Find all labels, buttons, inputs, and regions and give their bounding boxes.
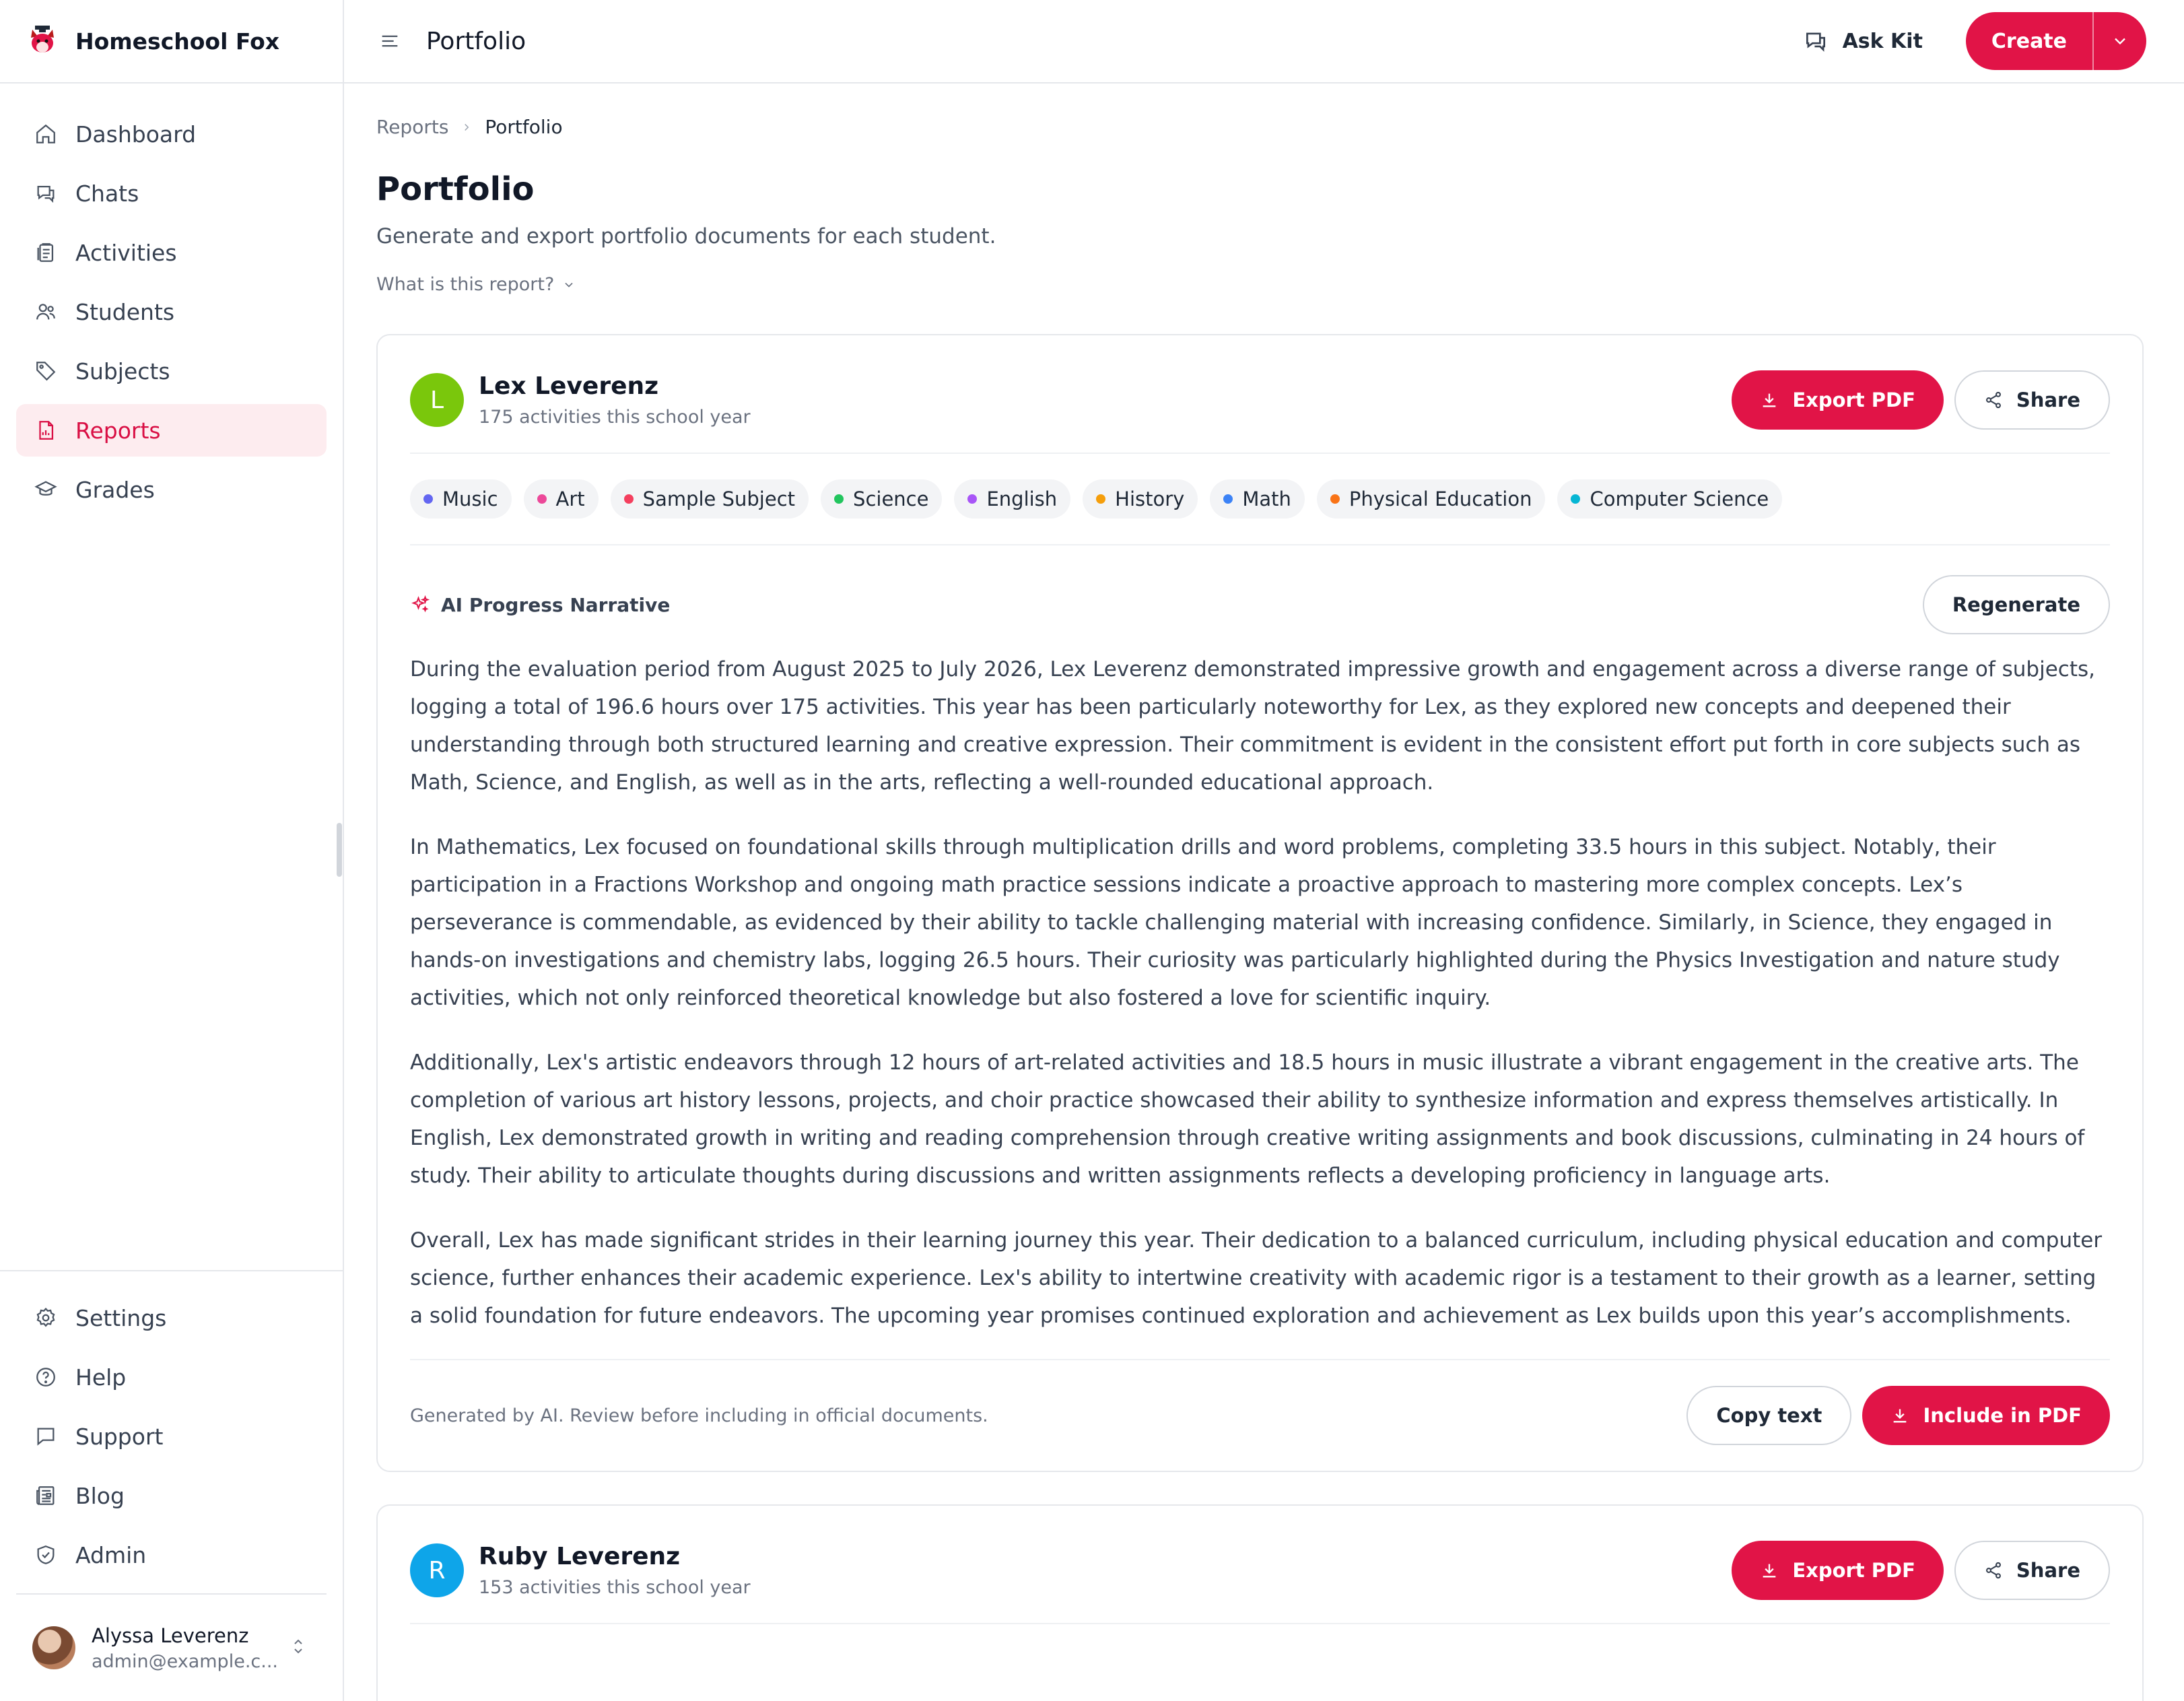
avatar: [32, 1626, 75, 1669]
chevron-down-icon: [2111, 32, 2129, 51]
student-activity-count: 175 activities this school year: [479, 407, 751, 428]
divider: [410, 544, 2110, 545]
student-meta: [479, 372, 1732, 428]
sidebar-resize-handle[interactable]: [337, 823, 342, 877]
subject-tag[interactable]: [611, 479, 809, 519]
support-icon: [32, 1423, 59, 1450]
subject-tag-label: English: [986, 488, 1058, 510]
user-menu[interactable]: [16, 1593, 327, 1701]
brand[interactable]: [0, 0, 343, 84]
report-info-label: What is this report?: [376, 274, 555, 295]
subject-tag-label: Sample Subject: [642, 488, 796, 510]
subject-tag[interactable]: [821, 479, 942, 519]
subject-color-dot: [537, 494, 547, 504]
ask-kit-button[interactable]: [1802, 28, 1923, 55]
regenerate-button[interactable]: Regenerate: [1923, 575, 2110, 634]
sidebar-item-label: Blog: [75, 1482, 125, 1509]
student-meta: [479, 1543, 1732, 1598]
newspaper-icon: [32, 1482, 59, 1509]
subject-color-dot: [967, 494, 977, 504]
sidebar-item-label: Grades: [75, 476, 155, 503]
share-button[interactable]: [1954, 370, 2110, 430]
sidebar-item-students[interactable]: [16, 286, 327, 338]
subject-color-dot: [624, 494, 634, 504]
student-card-header: [410, 368, 2110, 432]
sidebar-item-support[interactable]: [16, 1410, 327, 1463]
create-button-group: [1966, 12, 2146, 70]
secondary-nav: [0, 1270, 343, 1588]
app-name: Homeschool Fox: [75, 28, 280, 55]
sidebar-item-chats[interactable]: [16, 167, 327, 220]
primary-nav: [0, 84, 343, 516]
export-pdf-button[interactable]: [1732, 370, 1944, 430]
sidebar-item-label: Subjects: [75, 358, 170, 385]
include-in-pdf-button[interactable]: [1862, 1386, 2110, 1445]
sidebar-item-dashboard[interactable]: [16, 108, 327, 160]
subject-tag[interactable]: [1557, 479, 1782, 519]
subject-tag[interactable]: [1083, 479, 1198, 519]
report-info-toggle[interactable]: [376, 274, 2144, 295]
student-avatar: R: [410, 1543, 464, 1597]
export-pdf-label: Export PDF: [1792, 1559, 1915, 1582]
student-activity-count: 153 activities this school year: [479, 1577, 751, 1598]
subject-color-dot: [1330, 494, 1340, 504]
sidebar: [0, 0, 344, 1701]
sidebar-item-label: Dashboard: [75, 121, 197, 147]
breadcrumb: [376, 116, 2144, 138]
student-card-header: [410, 1538, 2110, 1603]
narrative-paragraph: Overall, Lex has made significant strides in their learning journey this year. Their dedication to a balanced curriculum, including physical education and computer science, further enhances their academic experience. Lex's ability to intertwine creativity with academic rigor is a testament to their growth as a learner, setting a solid foundation for future endeavors. The upcoming year promises continued exploration and achievement as Lex builds upon this year’s accomplishments.: [410, 1228, 2103, 1328]
ask-kit-label: Ask Kit: [1842, 29, 1923, 53]
narrative-paragraph: Additionally, Lex's artistic endeavors through 12 hours of art-related activities and 18.5 hours in music illustrate a vibrant engagement in the creative arts. The completion of various art history lessons, projects, and choir practice showcased their ability to synthesize information and express themselves artistically. In English, Lex demonstrated growth in writing and reading comprehension through creative writing assignments and book discussions, culminating in 24 hours of study. Their ability to articulate thoughts during discussions and written assignments reflects a developing proficiency in language arts.: [410, 1050, 2085, 1188]
sidebar-item-admin[interactable]: [16, 1529, 327, 1581]
sidebar-item-help[interactable]: [16, 1351, 327, 1403]
subject-color-dot: [423, 494, 433, 504]
subject-tag-label: Science: [853, 488, 929, 510]
copy-text-button[interactable]: Copy text: [1686, 1386, 1851, 1445]
ai-disclaimer: Generated by AI. Review before including in official documents.: [410, 1405, 988, 1426]
download-icon: [1760, 391, 1779, 409]
subject-color-dot: [1096, 494, 1105, 504]
share-icon: [1984, 1561, 2003, 1580]
gear-icon: [32, 1304, 59, 1331]
student-card: [376, 1504, 2144, 1701]
graduation-cap-icon: [32, 476, 59, 503]
student-card: [376, 334, 2144, 1472]
export-pdf-label: Export PDF: [1792, 389, 1915, 411]
share-button[interactable]: [1954, 1541, 2110, 1600]
divider: [410, 1623, 2110, 1624]
sidebar-item-label: Reports: [75, 417, 161, 444]
export-pdf-button[interactable]: [1732, 1541, 1944, 1600]
content: [344, 84, 2184, 1701]
subject-tag-label: Math: [1242, 488, 1291, 510]
include-in-pdf-label: Include in PDF: [1923, 1404, 2082, 1427]
subject-color-dot: [834, 494, 844, 504]
narrative-paragraph: During the evaluation period from August 2025 to July 2026, Lex Leverenz demonstrated impressive growth and engagement across a diverse range of subjects, logging a total of 196.6 hours over 175 activities. This year has been particularly noteworthy for Lex, as they explored new concepts and deepened their understanding through both structured learning and creative expression. Their commitment is evident in the consistent effort put forth in core subjects such as Math, Science, and English, as well as in the arts, reflecting a well-rounded educational approach.: [410, 657, 2095, 795]
sidebar-item-reports[interactable]: [16, 404, 327, 457]
create-dropdown-button[interactable]: [2092, 12, 2146, 70]
subject-tag-label: Physical Education: [1349, 488, 1532, 510]
user-email: admin@example.c...: [92, 1650, 278, 1672]
help-icon: [32, 1364, 59, 1391]
chevron-up-down-icon: [290, 1636, 310, 1660]
narrative-header: [410, 572, 2110, 637]
subject-tag[interactable]: [524, 479, 599, 519]
menu-toggle-icon[interactable]: [376, 28, 403, 55]
sidebar-item-subjects[interactable]: [16, 345, 327, 397]
sidebar-item-label: Support: [75, 1423, 164, 1450]
main-area: [344, 0, 2184, 1701]
subject-tag-label: History: [1115, 488, 1185, 510]
subject-tag-label: Music: [442, 488, 498, 510]
sidebar-item-label: Students: [75, 298, 175, 325]
users-icon: [32, 298, 59, 325]
subject-tags: [410, 454, 2110, 544]
share-label: Share: [2016, 1559, 2080, 1582]
student-name: Lex Leverenz: [479, 372, 659, 400]
sparkles-icon: [410, 595, 430, 615]
subject-color-dot: [1571, 494, 1580, 504]
subject-tag[interactable]: [1317, 479, 1546, 519]
tag-icon: [32, 358, 59, 385]
student-name: Ruby Leverenz: [479, 1543, 681, 1570]
narrative-footer: [410, 1359, 2110, 1471]
sidebar-item-blog[interactable]: [16, 1469, 327, 1522]
subject-tag-label: Art: [555, 488, 585, 510]
fox-logo-icon: [26, 24, 59, 58]
home-icon: [32, 121, 59, 147]
share-label: Share: [2016, 389, 2080, 411]
shield-icon: [32, 1541, 59, 1568]
subject-color-dot: [1223, 494, 1233, 504]
report-icon: [32, 417, 59, 444]
chevron-right-icon: [460, 121, 473, 133]
student-avatar: L: [410, 373, 464, 427]
sidebar-item-activities[interactable]: [16, 226, 327, 279]
download-icon: [1890, 1406, 1909, 1425]
clipboard-icon: [32, 239, 59, 266]
narrative-text: [410, 651, 2110, 1335]
sidebar-item-label: Admin: [75, 1541, 147, 1568]
chevron-down-icon: [562, 278, 576, 292]
create-button[interactable]: Create: [1991, 29, 2067, 53]
page-subtitle: Generate and export portfolio documents for each student.: [376, 224, 996, 248]
sidebar-item-label: Activities: [75, 239, 177, 266]
narrative-title: [410, 594, 1923, 616]
user-info: [92, 1624, 290, 1672]
page-title: Portfolio: [376, 170, 535, 208]
narrative-paragraph: In Mathematics, Lex focused on foundational skills through multiplication drills and word problems, completing 33.5 hours in this subject. Notably, their participation in a Fractions Workshop and ongoing math practice sessions indicate a proactive approach to mastering more complex concepts. Lex’s perseverance is commendable, as evidenced by their ability to tackle challenging material with increasing confidence. Similarly, in Science, they engaged in hands-on investigations and chemistry labs, logging 26.5 hours. Their curiosity was particularly highlighted during the Physics Investigation and nature study activities, which not only reinforced theoretical knowledge but also fostered a love for scientific inquiry.: [410, 835, 2060, 1010]
sidebar-item-label: Settings: [75, 1304, 167, 1331]
subject-tag[interactable]: [410, 479, 512, 519]
chat-icon: [32, 180, 59, 207]
breadcrumb-current: Portfolio: [485, 116, 563, 138]
download-icon: [1760, 1561, 1779, 1580]
topbar: [344, 0, 2184, 84]
sidebar-item-settings[interactable]: [16, 1292, 327, 1344]
narrative-title-label: AI Progress Narrative: [441, 593, 671, 616]
subject-tag[interactable]: [954, 479, 1070, 519]
subject-tag-label: Computer Science: [1590, 488, 1769, 510]
user-name: Alyssa Leverenz: [92, 1624, 249, 1647]
subject-tag[interactable]: [1210, 479, 1305, 519]
topbar-title: Portfolio: [426, 27, 526, 55]
share-icon: [1984, 391, 2003, 409]
sidebar-item-grades[interactable]: [16, 463, 327, 516]
sidebar-item-label: Chats: [75, 180, 139, 207]
breadcrumb-reports-link[interactable]: Reports: [376, 116, 449, 138]
sidebar-item-label: Help: [75, 1364, 127, 1391]
chat-bubbles-icon: [1802, 28, 1829, 55]
